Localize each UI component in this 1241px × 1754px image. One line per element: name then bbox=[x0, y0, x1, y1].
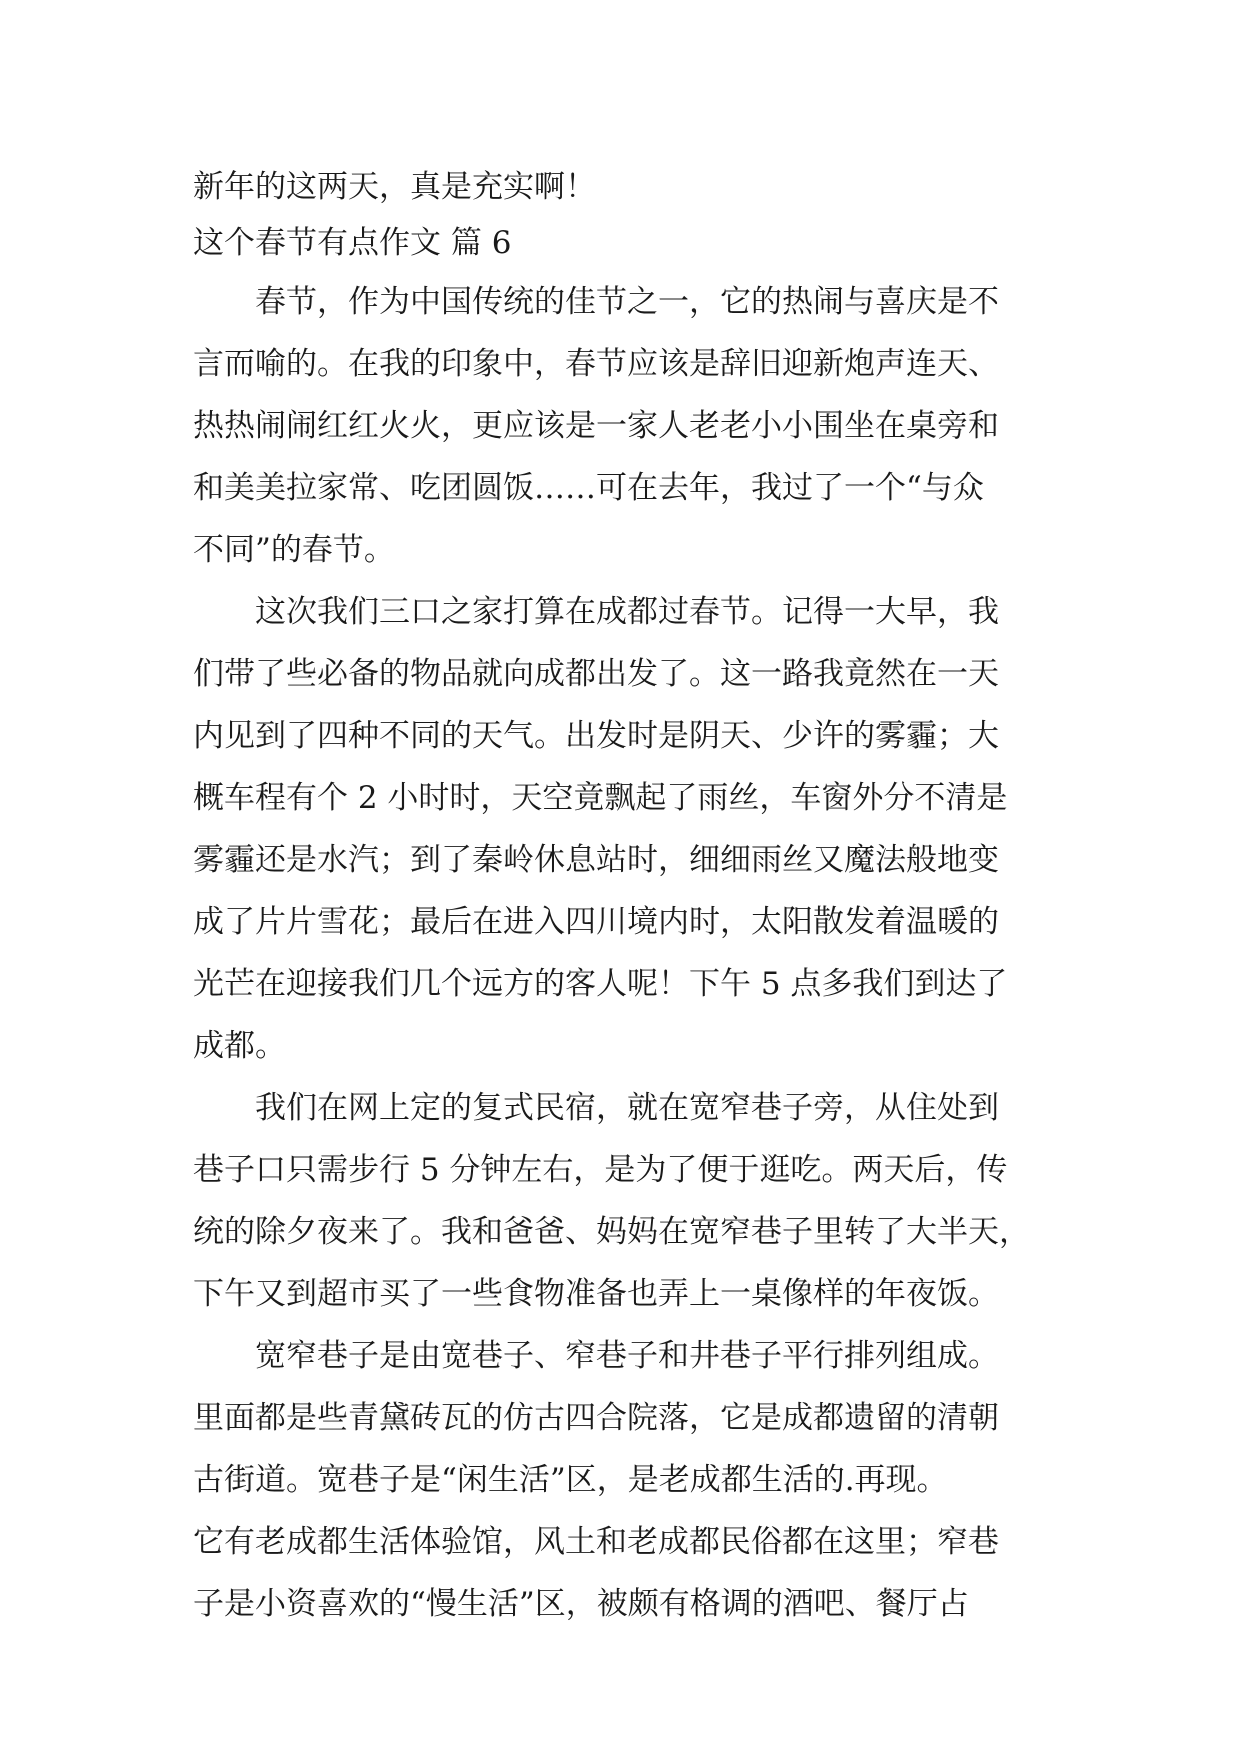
text-line: 这次我们三口之家打算在成都过春节。记得一大早，我 bbox=[193, 594, 999, 630]
section-title: 这个春节有点作文 篇 6 bbox=[193, 225, 512, 261]
text-line: 雾霾还是水汽；到了秦岭休息站时，细细雨丝又魔法般地变 bbox=[193, 842, 999, 878]
text-line: 光芒在迎接我们几个远方的客人呢！下午 5 点多我们到达了 bbox=[193, 966, 1008, 1002]
text-line: 和美美拉家常、吃团圆饭……可在去年，我过了一个“与众 bbox=[193, 470, 984, 506]
text-line: 它有老成都生活体验馆，风土和老成都民俗都在这里；窄巷 bbox=[193, 1524, 999, 1560]
text-line: 宽窄巷子是由宽巷子、窄巷子和井巷子平行排列组成。 bbox=[193, 1338, 999, 1374]
text-line: 们带了些必备的物品就向成都出发了。这一路我竟然在一天 bbox=[193, 656, 999, 692]
text-line: 古街道。宽巷子是“闲生活”区，是老成都生活的.再现。 bbox=[193, 1462, 948, 1498]
text-line: 热热闹闹红红火火，更应该是一家人老老小小围坐在桌旁和 bbox=[193, 408, 999, 444]
text-line: 成了片片雪花；最后在进入四川境内时，太阳散发着温暖的 bbox=[193, 904, 999, 940]
text-line: 成都。 bbox=[193, 1028, 286, 1064]
text-line: 里面都是些青黛砖瓦的仿古四合院落，它是成都遗留的清朝 bbox=[193, 1400, 999, 1436]
text-line: 我们在网上定的复式民宿，就在宽窄巷子旁，从住处到 bbox=[193, 1090, 999, 1126]
text-line: 概车程有个 2 小时时，天空竟飘起了雨丝，车窗外分不清是 bbox=[193, 780, 1008, 816]
text-line: 下午又到超市买了一些食物准备也弄上一桌像样的年夜饭。 bbox=[193, 1276, 999, 1312]
text-line: 新年的这两天，真是充实啊！ bbox=[193, 169, 596, 205]
text-line: 言而喻的。在我的印象中，春节应该是辞旧迎新炮声连天、 bbox=[193, 346, 999, 382]
text-line: 统的除夕夜来了。我和爸爸、妈妈在宽窄巷子里转了大半天， bbox=[193, 1214, 1030, 1250]
document-body bbox=[193, 160, 1053, 1635]
text-line: 内见到了四种不同的天气。出发时是阴天、少许的雾霾；大 bbox=[193, 718, 999, 754]
text-line: 巷子口只需步行 5 分钟左右，是为了便于逛吃。两天后，传 bbox=[193, 1152, 1008, 1188]
text-line: 子是小资喜欢的“慢生活”区，被颇有格调的酒吧、餐厅占 bbox=[193, 1586, 969, 1622]
text-line: 春节，作为中国传统的佳节之一，它的热闹与喜庆是不 bbox=[193, 284, 999, 320]
text-line: 不同”的春节。 bbox=[193, 532, 395, 568]
